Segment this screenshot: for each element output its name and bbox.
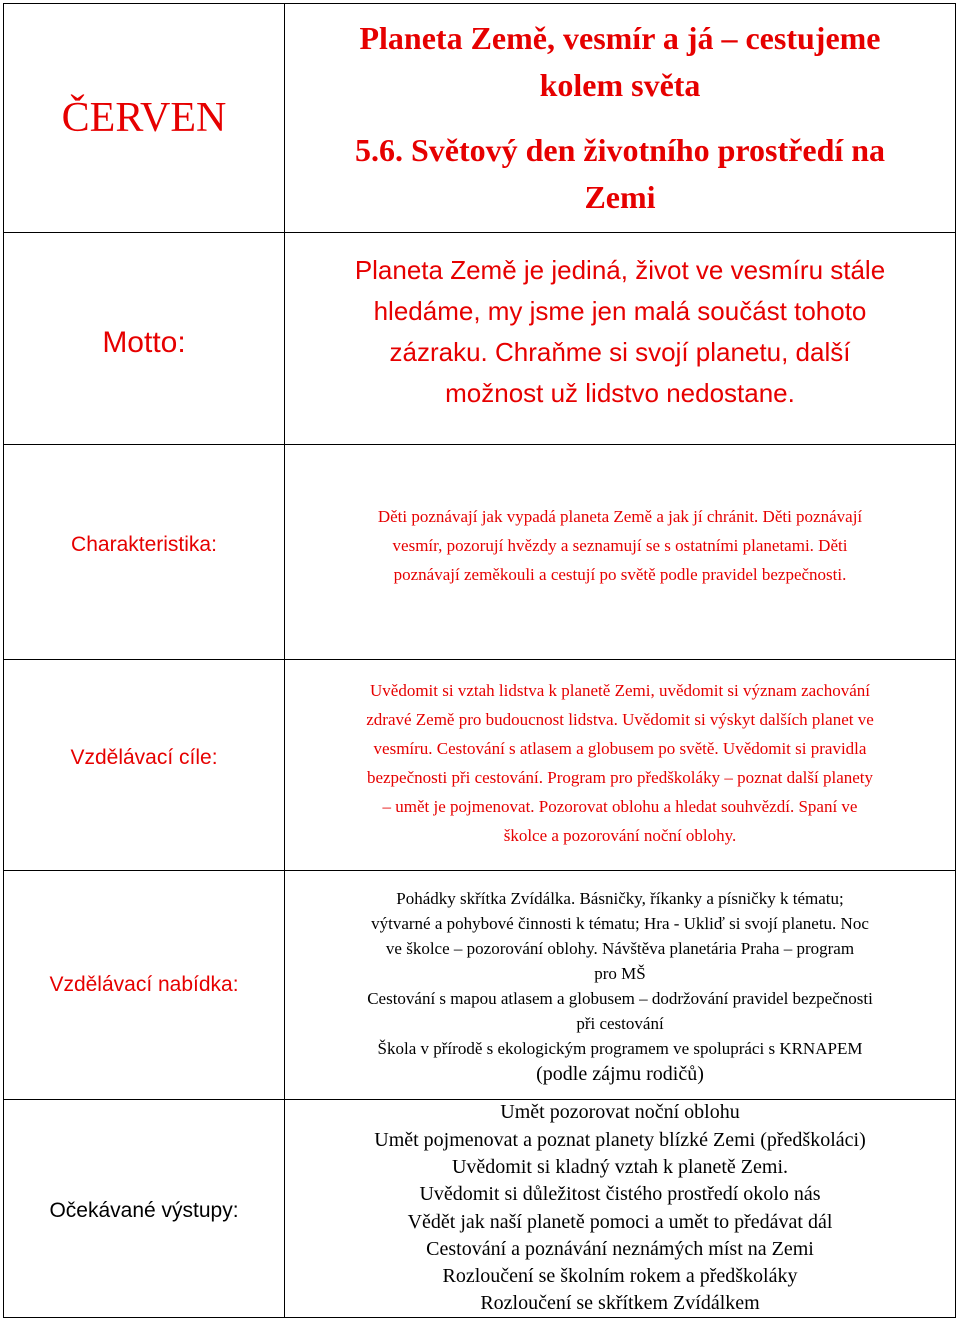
motto-label <box>4 233 284 444</box>
cile-line: Uvědomit si vztah lidstva k planetě Zemi, uvědomit si význam zachování <box>370 681 870 700</box>
cile-line: bezpečnosti při cestování. Program pro předškoláky – poznat další planety <box>366 768 874 787</box>
motto-label-text: Motto: <box>102 325 186 359</box>
cile-line: zdravé Země pro budoucnost lidstva. Uvědomit si výskyt dalších planet ve <box>366 710 874 729</box>
vystupy-line: Umět pojmenovat a poznat planety blízké Zemi (předškoláci) <box>374 1128 866 1151</box>
event-line: Zemi <box>584 179 656 215</box>
charakteristika-line: Děti poznávají jak vypadá planeta Země a jak jí chránit. Děti poznávají <box>377 506 863 526</box>
charakteristika-label <box>4 445 284 659</box>
vystupy-line: Umět pozorovat noční oblohu <box>500 1101 740 1124</box>
nabidka-label-text: Vzdělávací nabídka: <box>49 973 239 996</box>
event-line: 5.6. Světový den životního prostředí na <box>354 132 886 168</box>
title-cell <box>285 4 955 232</box>
motto-line: možnost už lidstvo nedostane. <box>445 377 795 408</box>
motto-text <box>285 233 955 444</box>
title-line: kolem světa <box>539 67 701 103</box>
vystupy-label <box>4 1100 284 1317</box>
vystupy-label-text: Očekávané výstupy: <box>49 1198 239 1222</box>
month-label <box>4 4 284 232</box>
motto-line: Planeta Země je jediná, život ve vesmíru stále <box>354 254 886 285</box>
charakteristika-line: vesmír, pozorují hvězdy a seznamují se s ostatními planetami. Děti <box>392 535 848 555</box>
nabidka-text <box>285 871 955 1099</box>
nabidka-line: (podle zájmu rodičů) <box>536 1063 704 1085</box>
vystupy-line: Uvědomit si kladný vztah k planetě Zemi. <box>451 1155 789 1178</box>
cile-text <box>285 660 955 870</box>
title-line: Planeta Země, vesmír a já – cestujeme <box>359 20 881 56</box>
nabidka-line: ve školce – pozorování oblohy. Návštěva planetária Praha – program <box>385 939 855 958</box>
vystupy-line: Rozloučení se skřítkem Zvídálkem <box>480 1292 760 1315</box>
motto-line: zázraku. Chraňme si svojí planetu, další <box>389 336 851 367</box>
cile-label <box>4 660 284 870</box>
vystupy-text <box>285 1100 955 1317</box>
cile-line: vesmíru. Cestování s atlasem a globusem po světě. Uvědomit si pravidla <box>373 739 867 758</box>
nabidka-line: pro MŠ <box>594 964 646 983</box>
nabidka-line: Škola v přírodě s ekologickým programem ve spolupráci s KRNAPEM <box>377 1039 863 1058</box>
vystupy-line: Uvědomit si důležitost čistého prostředí okolo nás <box>419 1183 821 1206</box>
cile-label-text: Vzdělávací cíle: <box>70 746 218 769</box>
nabidka-line: při cestování <box>576 1014 664 1033</box>
charakteristika-text <box>285 445 955 659</box>
charakteristika-line: poznávají zeměkouli a cestují po světě podle pravidel bezpečnosti. <box>393 564 847 584</box>
cile-line: školce a pozorování noční oblohy. <box>503 826 737 845</box>
nabidka-line: Pohádky skřítka Zvídálka. Básničky, říkanky a písničky k tématu; <box>396 889 844 908</box>
cile-line: – umět je pojmenovat. Pozorovat oblohu a hledat souhvězdí. Spaní ve <box>382 797 858 816</box>
nabidka-line: Cestování s mapou atlasem a globusem – dodržování pravidel bezpečnosti <box>367 989 873 1008</box>
vystupy-line: Cestování a poznávání neznámých míst na Zemi <box>426 1237 814 1260</box>
motto-line: hledáme, my jsme jen malá součást tohoto <box>373 295 867 326</box>
table-border-right <box>955 3 956 1318</box>
vystupy-line: Vědět jak naší planetě pomoci a umět to předávat dál <box>407 1210 833 1233</box>
month-text: ČERVEN <box>61 95 227 141</box>
vystupy-line: Rozloučení se školním rokem a předškoláky <box>442 1265 798 1288</box>
nabidka-label <box>4 871 284 1099</box>
nabidka-line: výtvarné a pohybové činnosti k tématu; Hra - Ukliď si svojí planetu. Noc <box>371 914 869 933</box>
charakteristika-label-text: Charakteristika: <box>71 533 217 556</box>
